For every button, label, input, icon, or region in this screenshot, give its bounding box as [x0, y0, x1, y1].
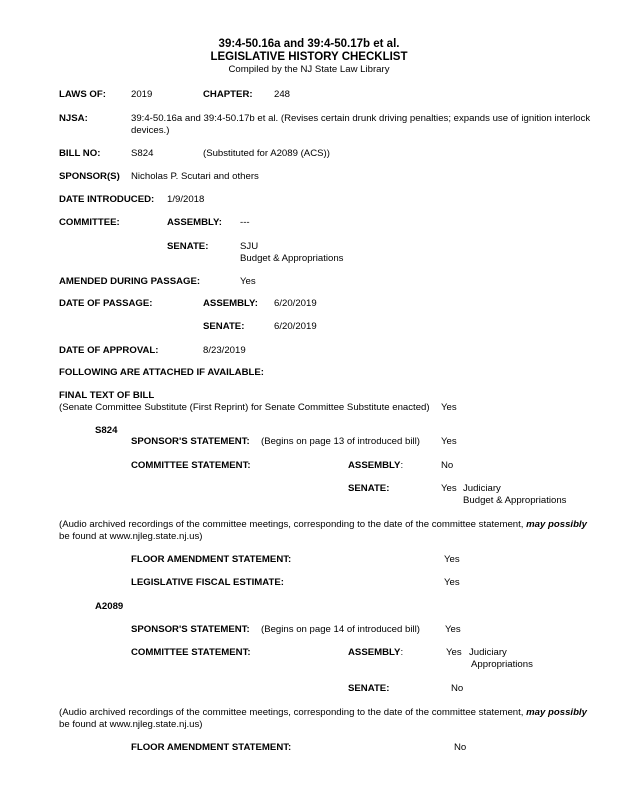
chapter-value: 248	[274, 89, 291, 100]
a2089-assembly-label: ASSEMBLY	[348, 647, 401, 658]
s824-assembly-colon: :	[400, 460, 404, 471]
s824-senate-committee-2: Budget & Appropriations	[463, 495, 567, 506]
s824-assembly-label: ASSEMBLY	[348, 460, 401, 471]
committee-assembly-value: ---	[240, 217, 250, 228]
passage-senate-label: SENATE:	[203, 321, 245, 332]
s824-senate-committee-1: Judiciary	[463, 483, 501, 494]
date-introduced-label: DATE INTRODUCED:	[59, 194, 155, 205]
sponsor-label: SPONSOR(S)	[59, 171, 120, 182]
a2089-heading: A2089	[95, 601, 124, 612]
a2089-senate-value: No	[451, 683, 464, 694]
s824-sponsor-statement-value: Yes	[441, 436, 457, 447]
bill-no-label: BILL NO:	[59, 148, 101, 159]
audio-note-1-emphasis: may possibly	[526, 519, 587, 530]
a2089-sponsor-statement-label: SPONSOR'S STATEMENT:	[131, 624, 250, 635]
s824-floor-amendment-value: Yes	[444, 554, 460, 565]
audio-note-2-line2: be found at www.njleg.state.nj.us)	[59, 719, 203, 730]
s824-senate-value: Yes	[441, 483, 457, 494]
a2089-assembly-committee-1: Judiciary	[469, 647, 507, 658]
a2089-senate-label: SENATE:	[348, 683, 390, 694]
laws-of-label: LAWS OF:	[59, 89, 106, 100]
audio-note-1-line2: be found at www.njleg.state.nj.us)	[59, 531, 203, 542]
njsa-value: 39:4-50.16a and 39:4-50.17b et al. (Revises certain drunk driving penalties; expands use of ignition interlock devices.)	[131, 113, 591, 136]
s824-heading: S824	[95, 425, 118, 436]
a2089-committee-assembly	[348, 647, 403, 659]
final-text-description: (Senate Committee Substitute (First Reprint) for Senate Committee Substitute enacted)	[59, 402, 430, 413]
final-text-label: FINAL TEXT OF BILL	[59, 390, 155, 401]
s824-fiscal-estimate-value: Yes	[444, 577, 460, 588]
s824-fiscal-estimate-label: LEGISLATIVE FISCAL ESTIMATE:	[131, 577, 284, 588]
passage-assembly-value: 6/20/2019	[274, 298, 317, 309]
following-heading: FOLLOWING ARE ATTACHED IF AVAILABLE:	[59, 367, 264, 378]
passage-assembly-label: ASSEMBLY:	[203, 298, 258, 309]
s824-committee-statement-label: COMMITTEE STATEMENT:	[131, 460, 251, 471]
audio-note-2-emphasis: may possibly	[526, 707, 587, 718]
a2089-floor-amendment-label: FLOOR AMENDMENT STATEMENT:	[131, 742, 292, 753]
a2089-sponsor-statement-value: Yes	[445, 624, 461, 635]
amended-value: Yes	[240, 276, 256, 287]
sponsor-value: Nicholas P. Scutari and others	[131, 171, 259, 182]
bill-no-note: (Substituted for A2089 (ACS))	[203, 148, 330, 159]
compiled-by: Compiled by the NJ State Law Library	[228, 64, 390, 75]
s824-floor-amendment-label: FLOOR AMENDMENT STATEMENT:	[131, 554, 292, 565]
njsa-label: NJSA:	[59, 113, 88, 124]
s824-senate-label: SENATE:	[348, 483, 390, 494]
date-of-approval-label: DATE OF APPROVAL:	[59, 345, 159, 356]
a2089-committee-statement-label: COMMITTEE STATEMENT:	[131, 647, 251, 658]
bill-no-value: S824	[131, 148, 154, 159]
a2089-assembly-committee-2: Appropriations	[471, 659, 533, 670]
a2089-sponsor-statement-note: (Begins on page 14 of introduced bill)	[261, 624, 420, 635]
s824-sponsor-statement-note: (Begins on page 13 of introduced bill)	[261, 436, 420, 447]
a2089-assembly-colon: :	[400, 647, 404, 658]
laws-of-value: 2019	[131, 89, 153, 100]
document-subtitle: LEGISLATIVE HISTORY CHECKLIST	[210, 51, 408, 63]
passage-senate-value: 6/20/2019	[274, 321, 317, 332]
a2089-assembly-value: Yes	[446, 647, 462, 658]
chapter-label: CHAPTER:	[203, 89, 253, 100]
committee-assembly-label: ASSEMBLY:	[167, 217, 222, 228]
s824-assembly-value: No	[441, 460, 454, 471]
date-introduced-value: 1/9/2018	[167, 194, 205, 205]
committee-senate-label: SENATE:	[167, 241, 209, 252]
s824-sponsor-statement-label: SPONSOR'S STATEMENT:	[131, 436, 250, 447]
s824-committee-assembly	[348, 460, 403, 472]
date-of-approval-value: 8/23/2019	[203, 345, 246, 356]
final-text-value: Yes	[441, 402, 457, 413]
document-title: 39:4-50.16a and 39:4-50.17b et al.	[218, 38, 400, 50]
amended-label: AMENDED DURING PASSAGE:	[59, 276, 201, 287]
date-of-passage-label: DATE OF PASSAGE:	[59, 298, 153, 309]
a2089-floor-amendment-value: No	[454, 742, 467, 753]
committee-label: COMMITTEE:	[59, 217, 120, 228]
audio-note-1-line1: (Audio archived recordings of the committee meetings, corresponding to the date of the committee statement, may possibly	[59, 519, 587, 530]
committee-senate-value-1: SJU	[240, 241, 259, 252]
audio-note-2-line1: (Audio archived recordings of the committee meetings, corresponding to the date of the committee statement, may possibly	[59, 707, 587, 718]
committee-senate-value-2: Budget & Appropriations	[240, 253, 344, 264]
